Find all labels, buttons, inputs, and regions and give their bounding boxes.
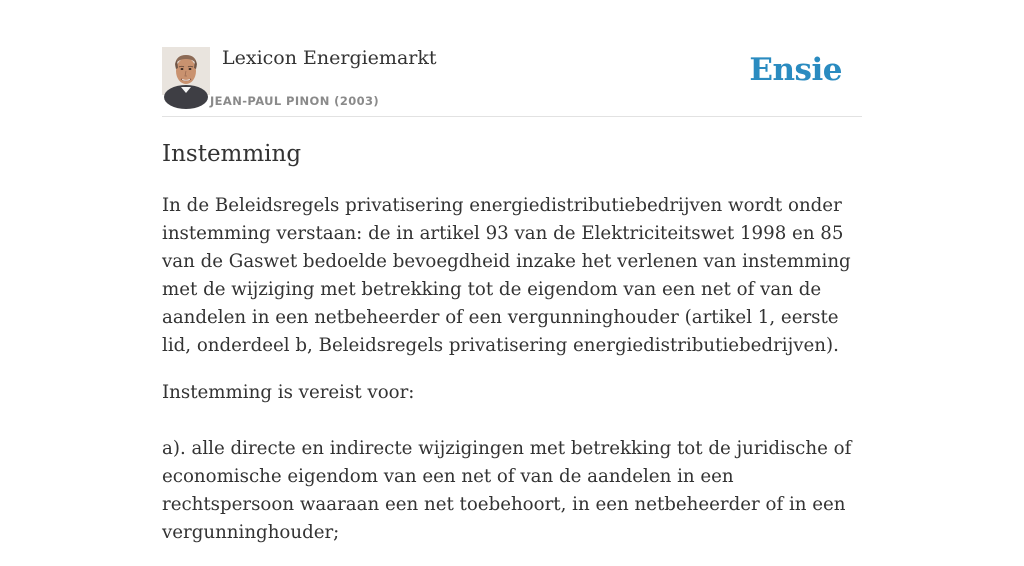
entry-body xyxy=(162,192,862,566)
entry-title: Instemming xyxy=(162,141,302,167)
author-name[interactable]: JEAN-PAUL PINON (2003) xyxy=(210,94,380,108)
header xyxy=(162,0,862,117)
author-avatar[interactable] xyxy=(162,47,210,95)
lexicon-title[interactable]: Lexicon Energiemarkt xyxy=(222,47,437,69)
content-container xyxy=(162,0,862,543)
entry-paragraph: Instemming is vereist voor: xyxy=(162,382,415,403)
ensie-logo[interactable]: Ensie xyxy=(749,52,842,88)
author-portrait-icon xyxy=(162,47,210,95)
entry-paragraph: In de Beleidsregels privatisering energiedistributiebedrijven wordt onder instemming verstaan: de in artikel 93 van de Elektriciteitswet 1998 en 85 van de Gaswet bedoelde bevoegdheid inzake het verlenen van instemming met de wijziging met betrekking tot de eigendom van een net of van de aandelen in een netbeheerder of een vergunninghouder (artikel 1, eerste lid, onderdeel b, Beleidsregels privatisering energiedistributiebedrijven). xyxy=(162,195,851,356)
entry-paragraph: a). alle directe en indirecte wijzigingen met betrekking tot de juridische of economische eigendom van een net of van de aandelen in een rechtspersoon waaraan een net toebehoort, in een netbeheerder of in een vergunninghouder; xyxy=(162,438,852,543)
